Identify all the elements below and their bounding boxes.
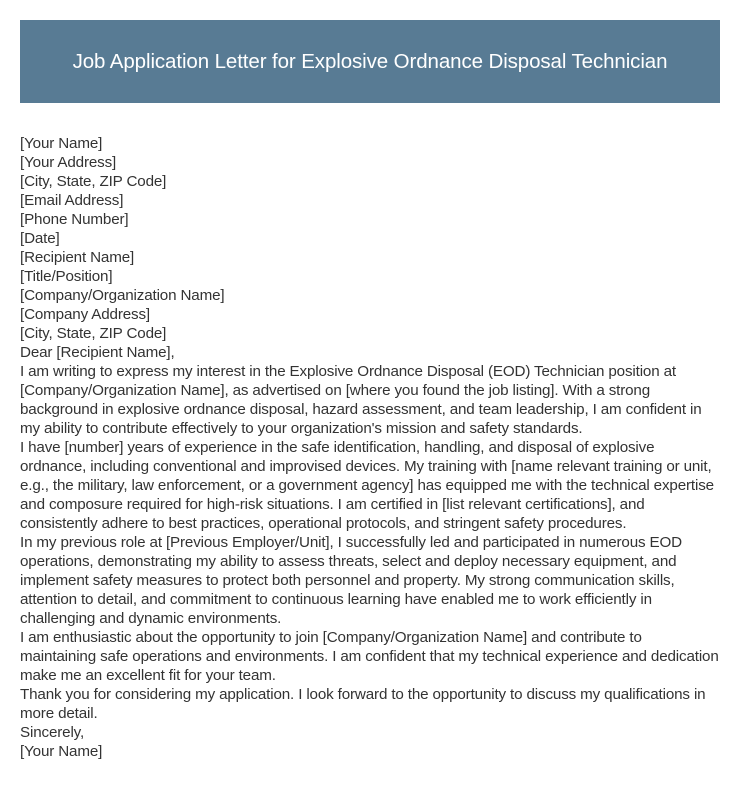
letter-body [20, 134, 720, 761]
closing: Sincerely, [20, 724, 85, 741]
salutation: Dear [Recipient Name], [20, 344, 175, 361]
paragraph-experience: I have [number] years of experience in the safe identification, handling, and disposal of explosive ordnance, including conventional and improvised devices. My training with [name relevant training or unit, e.g., the military, law enforcement, or a government agency] has equipped me with the technical expertise and composure required for high-risk situations. I am certified in [list relevant certifications], and consistently adhere to best practices, operational protocols, and stringent safety procedures. [20, 439, 714, 532]
recipient-address: [Company Address] [20, 306, 150, 323]
recipient-city-state-zip: [City, State, ZIP Code] [20, 325, 167, 342]
paragraph-thanks: Thank you for considering my application. I look forward to the opportunity to discuss my qualifications in more detail. [20, 686, 706, 722]
title-banner [20, 20, 720, 103]
sender-phone: [Phone Number] [20, 211, 129, 228]
sender-address: [Your Address] [20, 154, 117, 171]
letter-page [20, 20, 720, 761]
sender-city-state-zip: [City, State, ZIP Code] [20, 173, 167, 190]
recipient-block [20, 248, 720, 343]
sender-name: [Your Name] [20, 135, 103, 152]
recipient-title: [Title/Position] [20, 268, 113, 285]
sender-email: [Email Address] [20, 192, 124, 209]
page-title: Job Application Letter for Explosive Ordnance Disposal Technician [72, 49, 668, 73]
paragraph-previous-role: In my previous role at [Previous Employer/Unit], I successfully led and participated in numerous EOD operations, demonstrating my ability to assess threats, select and deploy necessary equipment, and implement safety measures to protect both personnel and property. My strong communication skills, attention to detail, and commitment to continuous learning have enabled me to work efficiently in challenging and dynamic environments. [20, 534, 682, 627]
recipient-name: [Recipient Name] [20, 249, 135, 266]
paragraph-enthusiasm: I am enthusiastic about the opportunity to join [Company/Organization Name] and contribute to maintaining safe operations and environments. I am confident that my technical experience and dedication make me an excellent fit for your team. [20, 629, 719, 684]
recipient-company: [Company/Organization Name] [20, 287, 225, 304]
paragraph-intro: I am writing to express my interest in the Explosive Ordnance Disposal (EOD) Technician position at [Company/Organization Name], as advertised on [where you found the job listing]. With a strong background in explosive ordnance disposal, hazard assessment, and team leadership, I am confident in my ability to contribute effectively to your organization's mission and safety standards. [20, 363, 702, 437]
sender-block [20, 134, 720, 229]
signature: [Your Name] [20, 743, 103, 760]
letter-date: [Date] [20, 230, 60, 247]
